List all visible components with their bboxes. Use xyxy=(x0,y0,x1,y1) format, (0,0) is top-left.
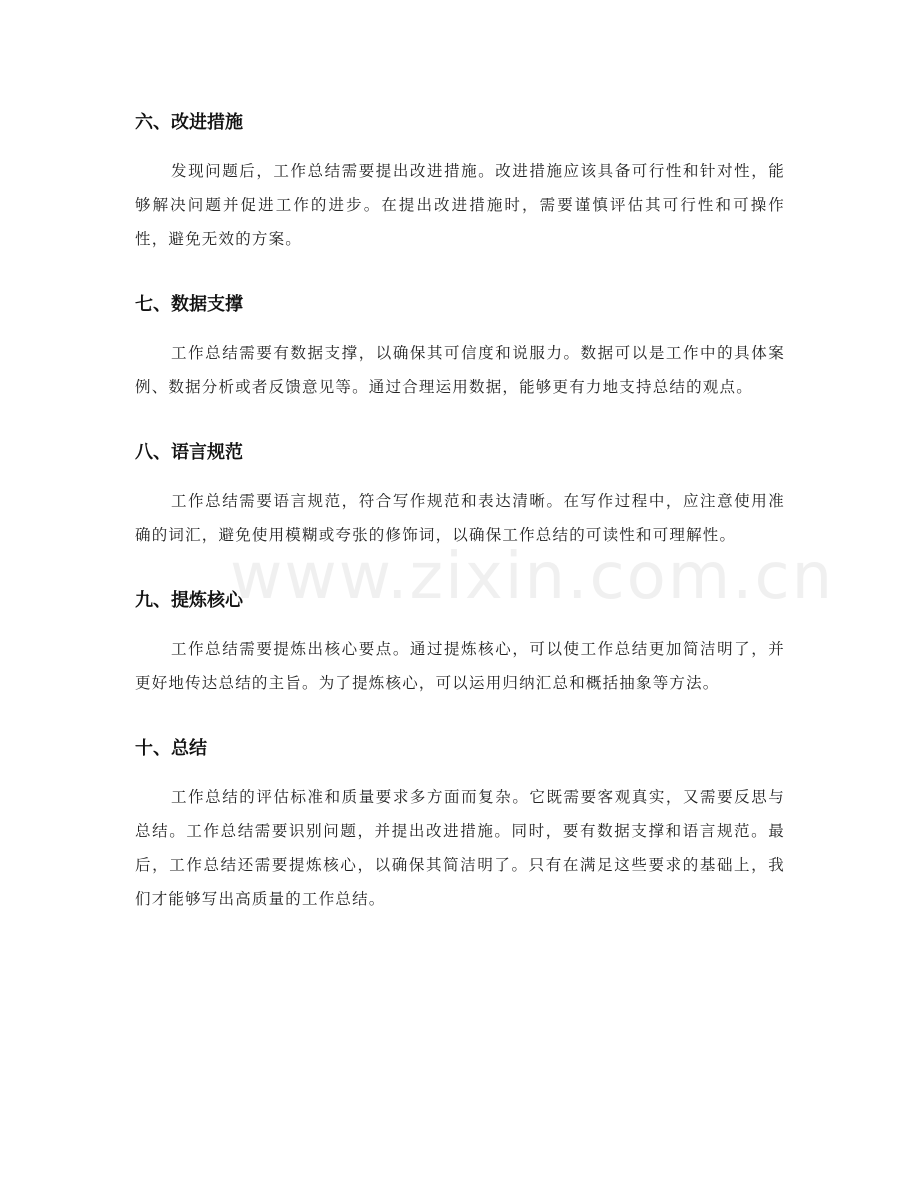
watermark: www.zixin.com.cn xyxy=(230,540,835,614)
section-refine-core xyxy=(135,586,785,700)
section-paragraph: 工作总结的评估标准和质量要求多方面而复杂。它既需要客观真实，又需要反思与总结。工作总结需要识别问题，并提出改进措施。同时，要有数据支撑和语言规范。最后，工作总结还需要提炼核心，以确保其简洁明了。只有在满足这些要求的基础上，我们才能够写出高质量的工作总结。 xyxy=(135,788,785,908)
section-paragraph: 工作总结需要有数据支撑，以确保其可信度和说服力。数据可以是工作中的具体案例、数据分析或者反馈意见等。通过合理运用数据，能够更有力地支持总结的观点。 xyxy=(135,344,785,396)
section-heading: 十、总结 xyxy=(135,738,207,759)
section-heading: 六、改进措施 xyxy=(135,112,243,133)
section-improvement-measures xyxy=(135,108,785,256)
section-heading: 七、数据支撑 xyxy=(135,294,243,315)
section-data-support xyxy=(135,290,785,404)
section-heading: 八、语言规范 xyxy=(135,442,243,463)
section-summary xyxy=(135,734,785,916)
section-paragraph: 工作总结需要语言规范，符合写作规范和表达清晰。在写作过程中，应注意使用准确的词汇，避免使用模糊或夸张的修饰词，以确保工作总结的可读性和可理解性。 xyxy=(135,492,785,544)
section-paragraph: 工作总结需要提炼出核心要点。通过提炼核心，可以使工作总结更加简洁明了，并更好地传达总结的主旨。为了提炼核心，可以运用归纳汇总和概括抽象等方法。 xyxy=(135,640,785,692)
section-heading: 九、提炼核心 xyxy=(135,590,243,611)
section-paragraph: 发现问题后，工作总结需要提出改进措施。改进措施应该具备可行性和针对性，能够解决问题并促进工作的进步。在提出改进措施时，需要谨慎评估其可行性和可操作性，避免无效的方案。 xyxy=(135,162,785,248)
section-language-standard xyxy=(135,438,785,552)
document-content xyxy=(135,108,835,950)
